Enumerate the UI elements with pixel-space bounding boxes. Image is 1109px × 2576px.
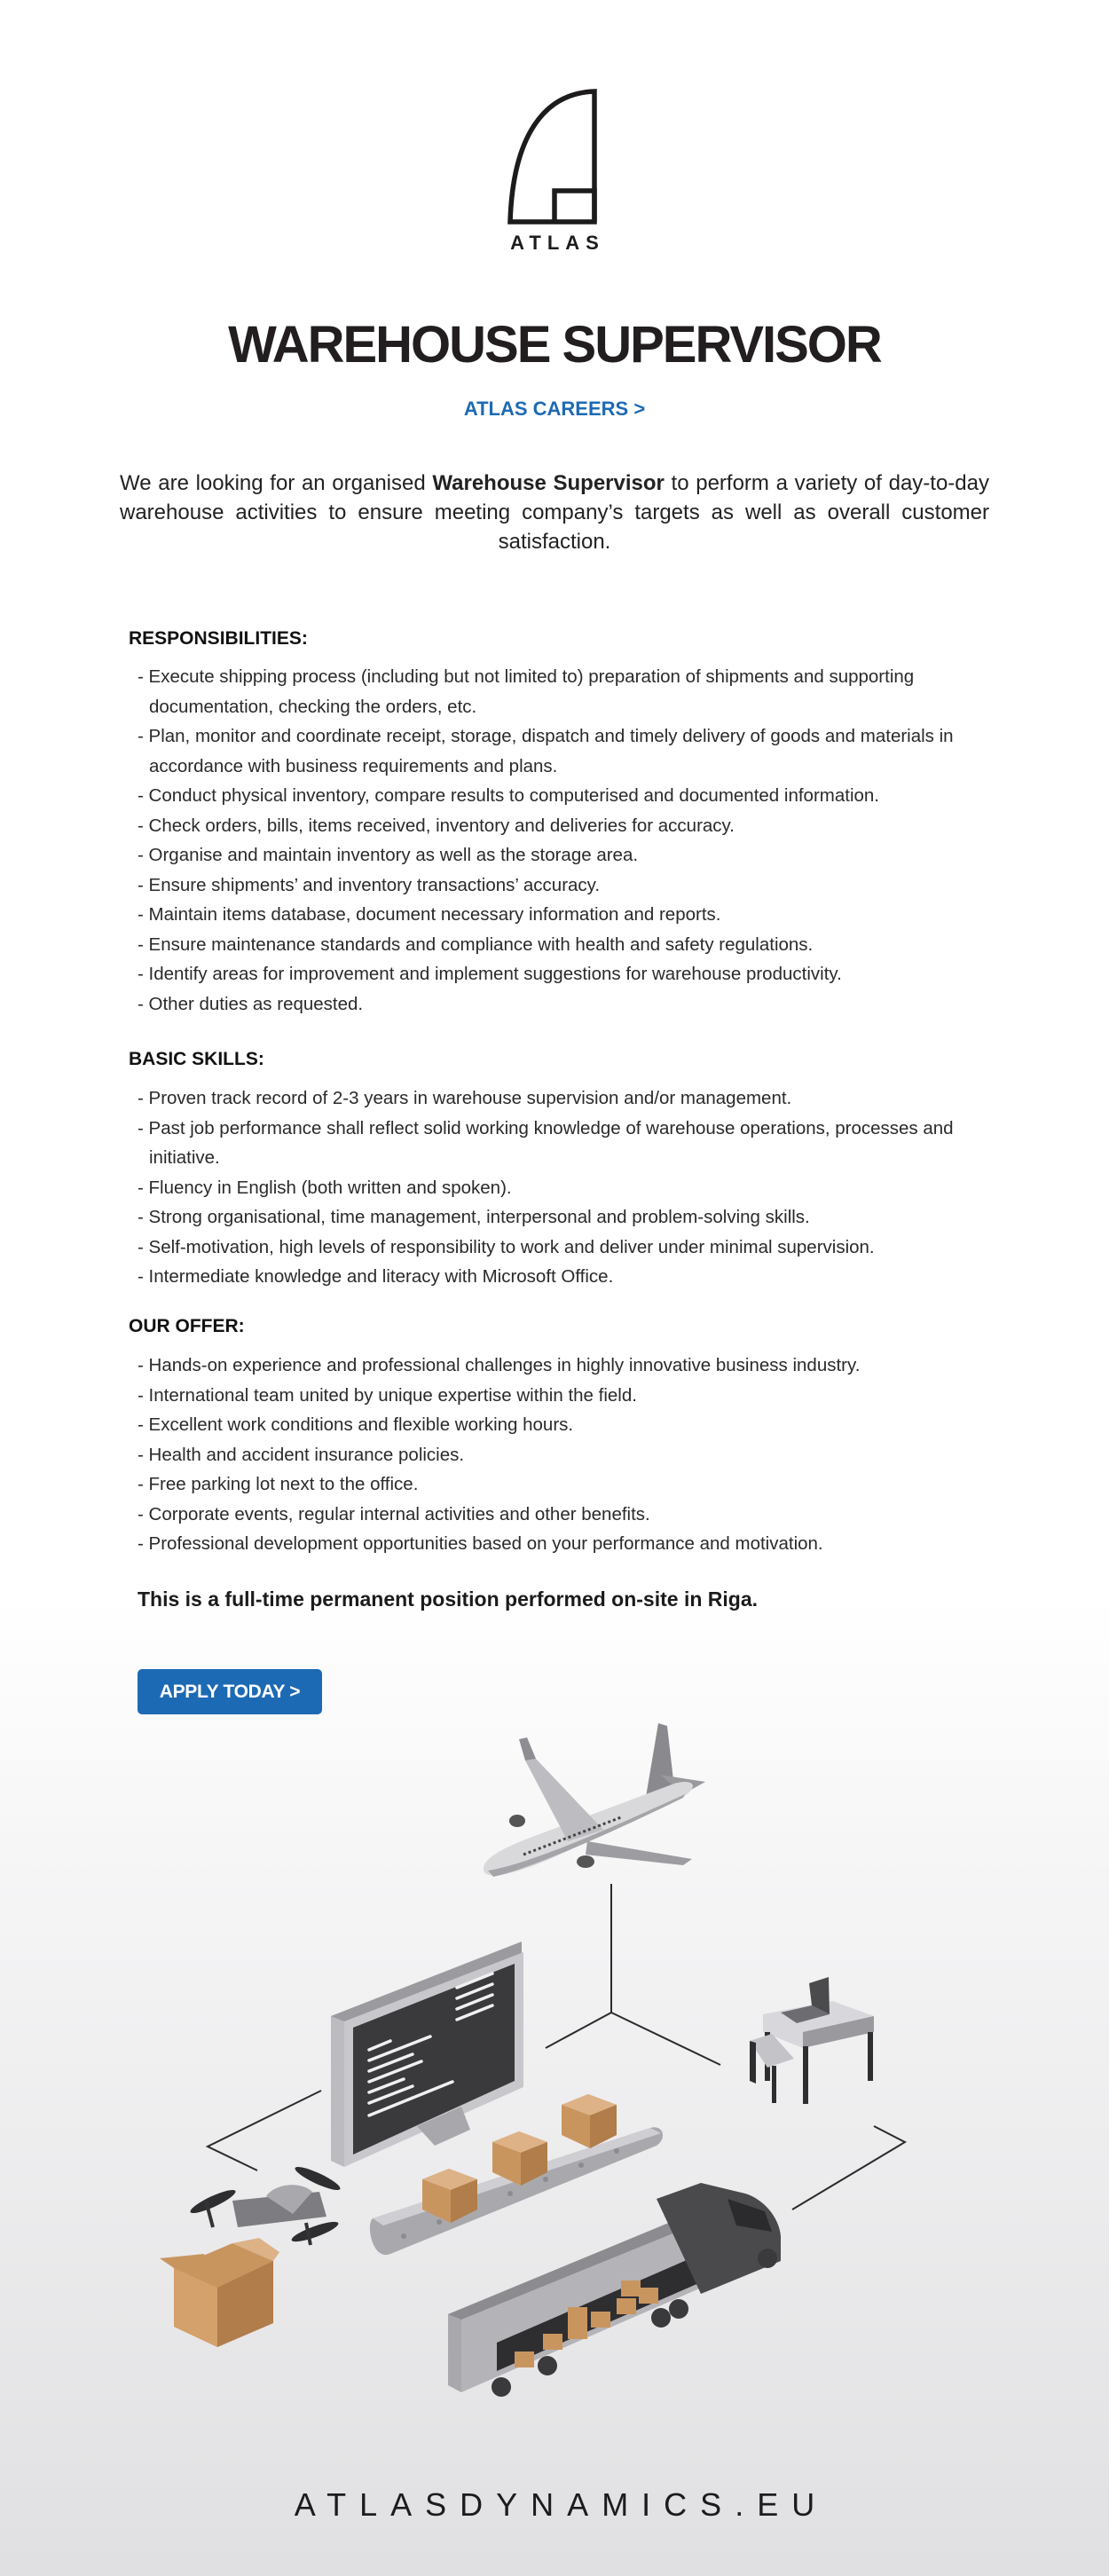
list-item: - Health and accident insurance policies.: [138, 1440, 1011, 1470]
box-icon: [562, 2094, 617, 2148]
list-item: - Ensure maintenance standards and compliance with health and safety regulations.: [138, 930, 1011, 960]
atlas-logo: [0, 84, 1109, 255]
list-item: - Organise and maintain inventory as well as the storage area.: [138, 840, 1011, 870]
desk-icon: [750, 1977, 874, 2104]
list-item: - Maintain items database, document necessary information and reports.: [138, 900, 1011, 930]
intro-before: We are looking for an organised: [120, 471, 433, 495]
list-item: - Excellent work conditions and flexible working hours.: [138, 1410, 1011, 1440]
offer-list: [138, 1351, 1011, 1559]
apply-button[interactable]: APPLY TODAY >: [138, 1669, 322, 1714]
offer-heading: OUR OFFER:: [129, 1316, 245, 1336]
list-item: - Other duties as requested.: [138, 989, 1011, 1020]
truck-icon: [448, 2183, 781, 2397]
intro-paragraph: [120, 469, 989, 556]
intro-after: to perform a variety of day-to-day warehouse activities to ensure meeting company’s targets as well as overall customer satisfaction.: [120, 471, 989, 554]
responsibilities-heading: RESPONSIBILITIES:: [129, 628, 308, 649]
list-item: - Conduct physical inventory, compare results to computerised and documented information.: [138, 781, 1011, 811]
skills-list: [138, 1083, 1011, 1292]
list-item: - Proven track record of 2-3 years in warehouse supervision and/or management.: [138, 1083, 1011, 1114]
intro-highlight: Warehouse Supervisor: [432, 471, 665, 495]
list-item: - Check orders, bills, items received, inventory and deliveries for accuracy.: [138, 811, 1011, 841]
list-item: - Professional development opportunities based on your performance and motivation.: [138, 1529, 1011, 1559]
list-item: - Corporate events, regular internal activities and other benefits.: [138, 1500, 1011, 1530]
drone-icon: [188, 2163, 342, 2245]
footer-domain[interactable]: ATLASDYNAMICS.EU: [294, 2486, 829, 2523]
airplane-icon: [484, 1723, 705, 1877]
list-item: - Strong organisational, time management, interpersonal and problem-solving skills.: [138, 1202, 1011, 1233]
list-item: - International team united by unique expertise within the field.: [138, 1381, 1011, 1411]
list-item: - Fluency in English (both written and spoken).: [138, 1173, 1011, 1203]
open-box-icon: [160, 2238, 279, 2347]
responsibilities-list: [138, 662, 1011, 1019]
skills-heading: BASIC SKILLS:: [129, 1049, 264, 1069]
list-item: - Execute shipping process (including but not limited to) preparation of shipments and supporting documentation, checking the orders, etc.: [138, 662, 1011, 721]
logo-text: ATLAS: [510, 232, 605, 254]
list-item: - Intermediate knowledge and literacy with Microsoft Office.: [138, 1262, 1011, 1292]
list-item: - Free parking lot next to the office.: [138, 1469, 1011, 1500]
list-item: - Ensure shipments’ and inventory transactions’ accuracy.: [138, 870, 1011, 901]
list-item: - Identify areas for improvement and implement suggestions for warehouse productivity.: [138, 959, 1011, 989]
atlas-sail-icon: [506, 84, 603, 226]
list-item: - Plan, monitor and coordinate receipt, storage, dispatch and timely delivery of goods and materials in accordance with business requirements and plans.: [138, 721, 1011, 781]
list-item: - Self-motivation, high levels of responsibility to work and deliver under minimal supervision.: [138, 1233, 1011, 1263]
careers-link[interactable]: ATLAS CAREERS >: [463, 398, 646, 420]
monitor-icon: [331, 1942, 523, 2167]
logistics-illustration: [0, 1713, 1109, 2440]
page-title: WAREHOUSE SUPERVISOR: [228, 316, 881, 374]
list-item: - Past job performance shall reflect solid working knowledge of warehouse operations, processes and initiative.: [138, 1114, 1011, 1173]
position-note: This is a full-time permanent position performed on-site in Riga.: [138, 1587, 759, 1611]
list-item: - Hands-on experience and professional challenges in highly innovative business industry.: [138, 1351, 1011, 1381]
